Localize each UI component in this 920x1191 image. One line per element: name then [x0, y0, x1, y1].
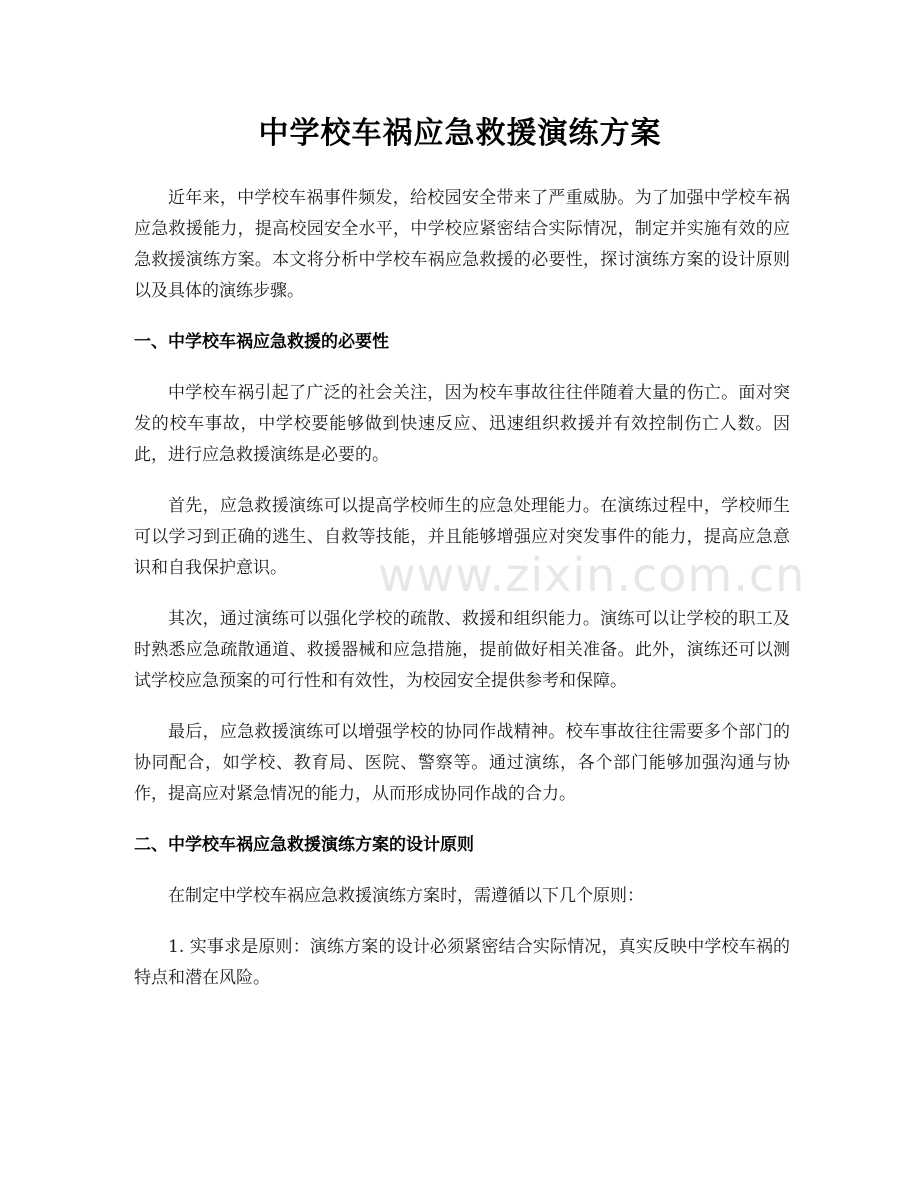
section-1-paragraph: 最后，应急救援演练可以增强学校的协同作战精神。校车事故往往需要多个部门的协同配合，如学校、教育局、医院、警察等。通过演练，各个部门能够加强沟通与协作，提高应对紧急情况的能力，从而形成协同作战的合力。: [134, 722, 790, 804]
section-1-paragraph: 其次，通过演练可以强化学校的疏散、救援和组织能力。演练可以让学校的职工及时熟悉应急疏散通道、救援器械和应急措施，提前做好相关准备。此外，演练还可以测试学校应急预案的可行性和有效性，为校园安全提供参考和保障。: [134, 609, 790, 691]
watermark: www.zixin.com.cn: [378, 548, 806, 602]
document-title: 中学校车祸应急救援演练方案: [258, 116, 662, 151]
section-1-heading: 一、中学校车祸应急救援的必要性: [134, 332, 389, 352]
section-2-paragraph: 在制定中学校车祸应急救援演练方案时，需遵循以下几个原则：: [168, 886, 644, 906]
section-1-paragraph: 首先，应急救援演练可以提高学校师生的应急处理能力。在演练过程中，学校师生可以学习到正确的逃生、自救等技能，并且能够增强应对突发事件的能力，提高应急意识和自我保护意识。: [134, 496, 790, 578]
section-2-paragraph: 1. 实事求是原则：演练方案的设计必须紧密结合实际情况，真实反映中学校车祸的特点和潜在风险。: [134, 937, 790, 988]
section-2-heading: 二、中学校车祸应急救援演练方案的设计原则: [134, 835, 474, 855]
document-body: [134, 183, 790, 1014]
section-1-paragraph: 中学校车祸引起了广泛的社会关注，因为校车事故往往伴随着大量的伤亡。面对突发的校车事故，中学校要能够做到快速反应、迅速组织救援并有效控制伤亡人数。因此，进行应急救援演练是必要的。: [134, 383, 790, 465]
intro-paragraph: 近年来，中学校车祸事件频发，给校园安全带来了严重威胁。为了加强中学校车祸应急救援能力，提高校园安全水平，中学校应紧密结合实际情况，制定并实施有效的应急救援演练方案。本文将分析中学校车祸应急救援的必要性，探讨演练方案的设计原则以及具体的演练步骤。: [134, 188, 790, 301]
